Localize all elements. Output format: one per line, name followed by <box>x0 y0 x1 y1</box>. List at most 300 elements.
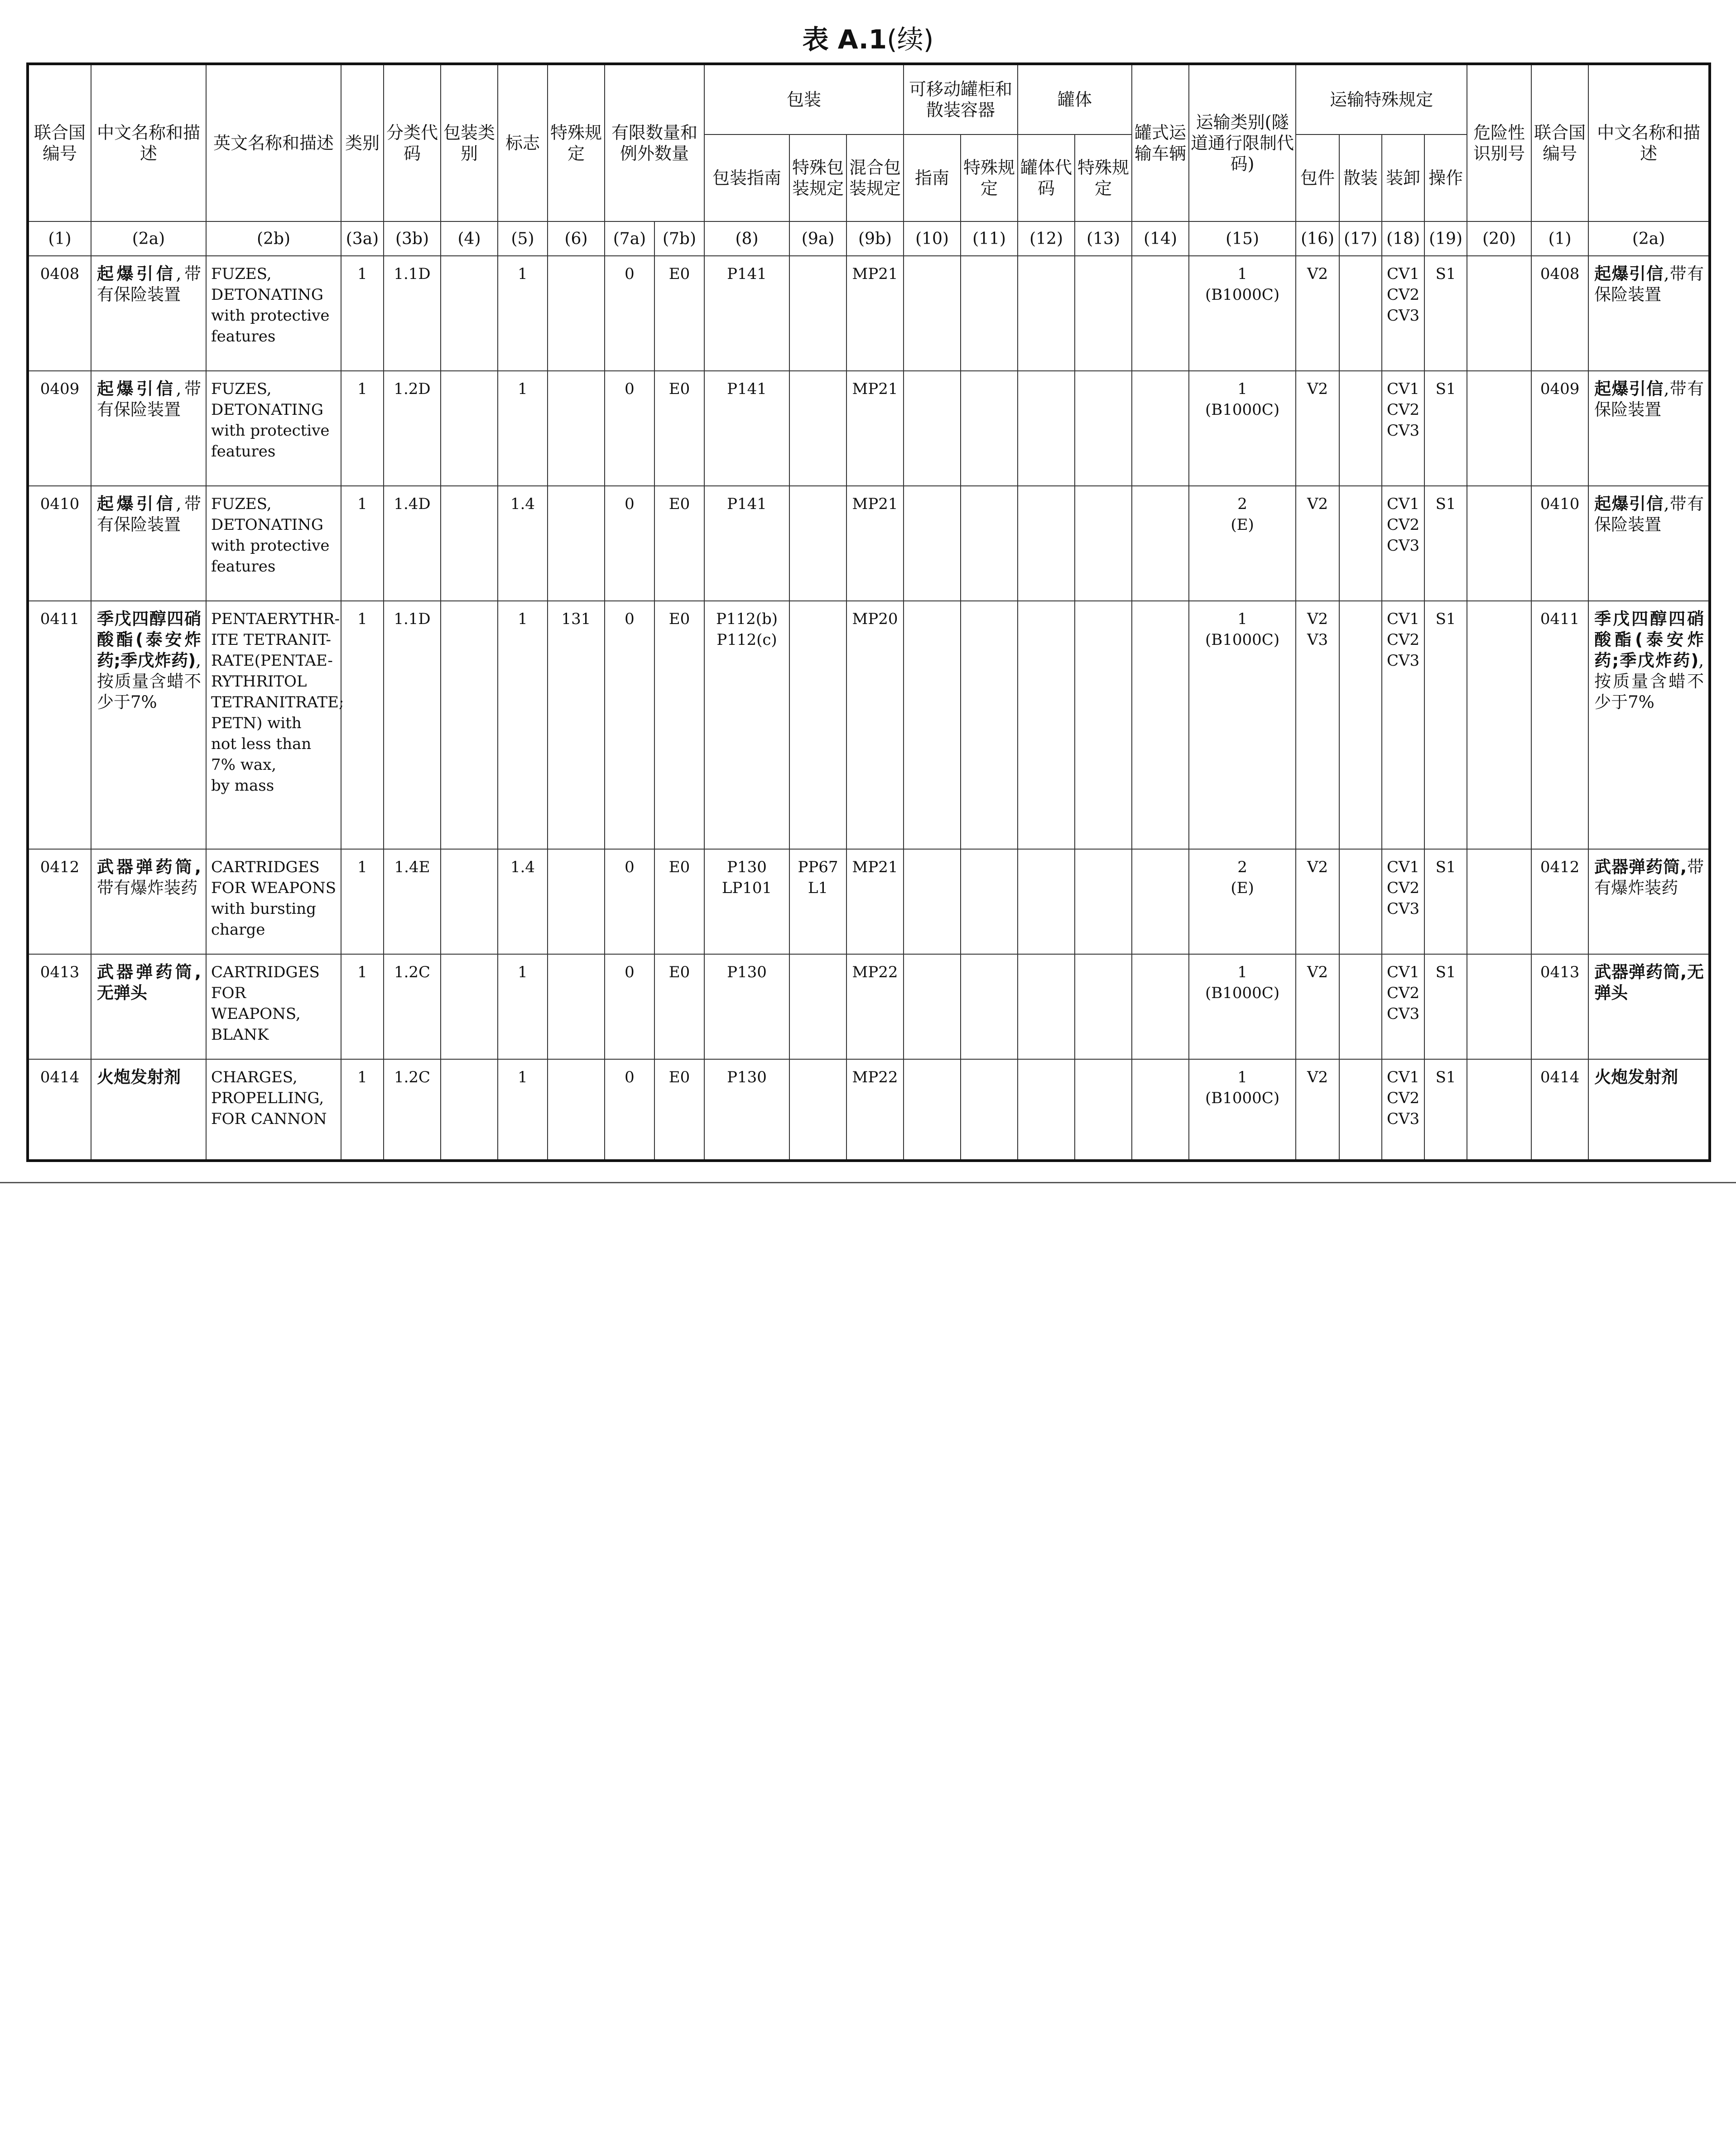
limited-quantity-text: 0 <box>625 495 635 513</box>
english-name <box>206 849 341 954</box>
header-pt-instructions: 指南 <box>904 134 961 221</box>
transport-category <box>1189 256 1296 371</box>
column-number: (1) <box>28 221 91 256</box>
english-name-line: not less than <box>211 735 312 753</box>
class-code <box>384 601 441 849</box>
special-packing-line: L1 <box>808 879 828 897</box>
column-number: (9a) <box>789 221 846 256</box>
hazard-id <box>1467 486 1531 601</box>
header-name-cn-right: 中文名称和描述 <box>1588 64 1710 221</box>
class-code <box>384 371 441 486</box>
excepted-quantity-text: E0 <box>668 963 690 981</box>
empty-cell-t13 <box>1075 954 1132 1059</box>
ts-operation <box>1424 486 1467 601</box>
header-tank-special: 特殊规定 <box>1075 134 1132 221</box>
excepted-quantity-text: E0 <box>668 1068 690 1086</box>
ts-package-line: V2 <box>1307 858 1328 876</box>
hazard-id <box>1467 256 1531 371</box>
packing-group <box>441 1059 498 1161</box>
header-portable-tank: 可移动罐柜和散装容器 <box>904 64 1018 134</box>
ts-package-line: V2 <box>1307 963 1328 981</box>
chinese-name <box>91 486 206 601</box>
chinese-name <box>91 849 206 954</box>
transport-category-line: (B1000C) <box>1205 631 1280 649</box>
class <box>341 486 384 601</box>
transport-category-line: 2 <box>1237 495 1247 513</box>
english-name <box>206 601 344 849</box>
ts-package <box>1296 1059 1339 1161</box>
packing-group <box>441 601 498 849</box>
class-code-text: 1.2D <box>394 380 431 398</box>
mixed-packing-text: MP21 <box>852 380 898 398</box>
packing-instruction <box>704 1059 789 1161</box>
special-provisions <box>548 1059 605 1161</box>
chinese-name-right <box>1588 486 1710 601</box>
column-number: (7a) <box>605 221 654 256</box>
english-name <box>206 486 341 601</box>
packing-instruction-line: P141 <box>727 495 767 513</box>
ts-loading-line: CV3 <box>1386 537 1420 555</box>
english-name-line: FUZES, <box>211 495 272 513</box>
class <box>341 1059 384 1161</box>
packing-instruction <box>704 954 789 1059</box>
un-number <box>28 849 91 954</box>
label <box>498 486 548 601</box>
un-number-text: 0408 <box>40 265 80 283</box>
empty-cell-t10 <box>904 954 961 1059</box>
special-packing <box>789 954 846 1059</box>
transport-category-line: 1 <box>1237 380 1247 398</box>
ts-operation <box>1424 954 1467 1059</box>
transport-category <box>1189 371 1296 486</box>
empty-cell-t13 <box>1075 371 1132 486</box>
class-code-text: 1.1D <box>394 610 431 628</box>
column-number: (2a) <box>91 221 206 256</box>
limited-quantity-text: 0 <box>625 963 635 981</box>
ts-operation-text: S1 <box>1435 1068 1456 1086</box>
limited-quantity-text: 0 <box>625 1068 635 1086</box>
ts-bulk <box>1339 486 1382 601</box>
ts-package-line: V2 <box>1307 380 1328 398</box>
ts-loading <box>1382 849 1424 954</box>
empty-cell-t12 <box>1018 954 1075 1059</box>
column-number: (19) <box>1424 221 1467 256</box>
english-name-line: by mass <box>211 777 274 795</box>
english-name-line: with protective <box>211 307 330 325</box>
label <box>498 601 548 849</box>
special-packing <box>789 601 846 849</box>
ts-operation-text: S1 <box>1435 858 1456 876</box>
mixed-packing <box>846 954 904 1059</box>
class-code <box>384 256 441 371</box>
un-number-text: 0412 <box>40 858 80 876</box>
transport-category-line: 1 <box>1237 610 1247 628</box>
column-number: (3a) <box>341 221 384 256</box>
label <box>498 1059 548 1161</box>
chinese-name-rest: ,按质量含蜡不少于7% <box>97 651 201 712</box>
packing-instruction <box>704 601 789 849</box>
special-provisions-text: 131 <box>561 610 591 628</box>
mixed-packing <box>846 849 904 954</box>
table-row <box>28 601 1710 849</box>
mixed-packing-text: MP20 <box>852 610 898 628</box>
english-name-line: DETONATING <box>211 516 324 534</box>
ts-bulk <box>1339 371 1382 486</box>
un-number-right-text: 0410 <box>1540 495 1580 513</box>
chinese-name-right-bold: 起爆引信 <box>1594 264 1664 283</box>
ts-operation <box>1424 1059 1467 1161</box>
ts-operation <box>1424 849 1467 954</box>
ts-loading <box>1382 371 1424 486</box>
hazard-id <box>1467 849 1531 954</box>
header-pack-special: 特殊包装规定 <box>789 134 846 221</box>
transport-category <box>1189 954 1296 1059</box>
transport-category <box>1189 601 1296 849</box>
ts-package <box>1296 601 1339 849</box>
header-pack-instructions: 包装指南 <box>704 134 789 221</box>
english-name-line: with protective <box>211 422 330 440</box>
class-text: 1 <box>357 265 367 283</box>
header-pt-special: 特殊规定 <box>961 134 1018 221</box>
special-provisions <box>548 256 605 371</box>
ts-loading-line: CV1 <box>1386 858 1420 876</box>
ts-package <box>1296 486 1339 601</box>
label-text: 1.4 <box>510 858 535 876</box>
label-text: 1.4 <box>510 495 535 513</box>
table-title <box>0 18 1736 56</box>
un-number-text: 0410 <box>40 495 80 513</box>
packing-instruction-line: P130 <box>727 1068 767 1086</box>
packing-group <box>441 256 498 371</box>
ts-loading <box>1382 1059 1424 1161</box>
special-packing <box>789 371 846 486</box>
excepted-quantity-text: E0 <box>668 265 690 283</box>
un-number-right <box>1531 601 1588 849</box>
class-code-text: 1.2C <box>394 963 431 981</box>
special-provisions <box>548 371 605 486</box>
un-number-right <box>1531 371 1588 486</box>
excepted-quantity-text: E0 <box>668 495 690 513</box>
column-number: (9b) <box>846 221 904 256</box>
label-text: 1 <box>518 610 528 628</box>
english-name-line: features <box>211 557 276 576</box>
label <box>498 371 548 486</box>
chinese-name-right <box>1588 1059 1710 1161</box>
english-name <box>206 954 341 1059</box>
ts-loading-line: CV2 <box>1386 516 1420 534</box>
ts-operation-text: S1 <box>1435 495 1456 513</box>
limited-quantity-text: 0 <box>625 265 635 283</box>
column-number: (7b) <box>654 221 704 256</box>
chinese-name-right <box>1588 954 1710 1059</box>
header-transport-special: 运输特殊规定 <box>1296 64 1467 134</box>
english-name-line: TETRANITRATE; <box>211 693 344 711</box>
un-number-right-text: 0412 <box>1540 858 1580 876</box>
class-text: 1 <box>357 963 367 981</box>
transport-category-line: (B1000C) <box>1205 1089 1280 1107</box>
ts-loading-line: CV3 <box>1386 307 1420 325</box>
excepted-quantity <box>654 256 704 371</box>
ts-package-line: V2 <box>1307 610 1328 628</box>
class <box>341 849 384 954</box>
un-number <box>28 601 91 849</box>
chinese-name-bold: 起爆引信 <box>97 494 176 514</box>
column-number: (1) <box>1531 221 1588 256</box>
header-pack-mixed: 混合包装规定 <box>846 134 904 221</box>
header-hazard-id: 危险性识别号 <box>1467 64 1531 221</box>
chinese-name-right-rest: ,按质量含蜡不少于7% <box>1594 651 1704 712</box>
ts-loading-line: CV3 <box>1386 1005 1420 1023</box>
header-special-provisions: 特殊规定 <box>548 64 605 221</box>
english-name-line: FOR WEAPONS <box>211 879 336 897</box>
english-name-line: ITE TETRANIT- <box>211 631 332 649</box>
ts-operation <box>1424 256 1467 371</box>
limited-quantity <box>605 601 654 849</box>
column-number: (3b) <box>384 221 441 256</box>
column-number: (11) <box>961 221 1018 256</box>
class-text: 1 <box>357 610 367 628</box>
label <box>498 256 548 371</box>
ts-loading-line: CV2 <box>1386 286 1420 304</box>
dangerous-goods-table <box>26 62 1711 1162</box>
table-row <box>28 954 1710 1059</box>
ts-loading-line: CV3 <box>1386 1110 1420 1128</box>
chinese-name <box>91 256 206 371</box>
page-bottom-rule <box>0 1182 1736 1183</box>
un-number-right <box>1531 486 1588 601</box>
label-text: 1 <box>518 265 528 283</box>
column-number: (6) <box>548 221 605 256</box>
mixed-packing <box>846 601 904 849</box>
packing-instruction-line: P141 <box>727 265 767 283</box>
ts-package-line: V2 <box>1307 265 1328 283</box>
empty-cell-t14 <box>1132 256 1189 371</box>
special-provisions <box>548 486 605 601</box>
class <box>341 954 384 1059</box>
english-name <box>206 371 341 486</box>
class-text: 1 <box>357 858 367 876</box>
empty-cell-t11 <box>961 601 1018 849</box>
ts-bulk <box>1339 849 1382 954</box>
chinese-name-right-bold: 起爆引信 <box>1594 494 1664 514</box>
transport-category-line: (B1000C) <box>1205 401 1280 419</box>
transport-category <box>1189 1059 1296 1161</box>
ts-loading-line: CV2 <box>1386 879 1420 897</box>
empty-cell-t10 <box>904 486 961 601</box>
un-number <box>28 371 91 486</box>
packing-instruction-line: LP101 <box>721 879 772 897</box>
ts-loading-line: CV1 <box>1386 1068 1420 1086</box>
column-number: (4) <box>441 221 498 256</box>
transport-category <box>1189 849 1296 954</box>
english-name-line: DETONATING <box>211 286 324 304</box>
english-name-line: features <box>211 327 276 346</box>
limited-quantity-text: 0 <box>625 610 635 628</box>
table-title-main: 表 A.1 <box>802 24 887 55</box>
empty-cell-t14 <box>1132 849 1189 954</box>
header-packing-group: 包装类别 <box>441 64 498 221</box>
english-name-line: PETN) with <box>211 714 302 732</box>
packing-group <box>441 371 498 486</box>
english-name-line: DETONATING <box>211 401 324 419</box>
empty-cell-t11 <box>961 486 1018 601</box>
chinese-name <box>91 371 206 486</box>
ts-package <box>1296 849 1339 954</box>
empty-cell-t14 <box>1132 1059 1189 1161</box>
excepted-quantity <box>654 954 704 1059</box>
empty-cell-t12 <box>1018 371 1075 486</box>
chinese-name-right <box>1588 256 1710 371</box>
ts-bulk <box>1339 601 1382 849</box>
un-number-text: 0411 <box>40 610 80 628</box>
ts-loading <box>1382 601 1424 849</box>
empty-cell-t12 <box>1018 849 1075 954</box>
empty-cell-t10 <box>904 601 961 849</box>
class-code-text: 1.1D <box>394 265 431 283</box>
chinese-name-right-bold: 季戊四醇四硝酸酯(泰安炸药;季戊炸药) <box>1594 609 1704 670</box>
header-class-code: 分类代码 <box>384 64 441 221</box>
empty-cell-t14 <box>1132 954 1189 1059</box>
english-name-line: PROPELLING, <box>211 1089 324 1107</box>
transport-category-line: (E) <box>1231 516 1254 534</box>
ts-operation <box>1424 601 1467 849</box>
column-number: (13) <box>1075 221 1132 256</box>
table-row <box>28 486 1710 601</box>
chinese-name-right <box>1588 601 1710 849</box>
transport-category-line: 1 <box>1237 265 1247 283</box>
english-name-line: CARTRIDGES <box>211 858 320 876</box>
chinese-name-bold: 火炮发射剂 <box>97 1067 181 1087</box>
un-number <box>28 1059 91 1161</box>
hazard-id <box>1467 1059 1531 1161</box>
ts-loading-line: CV3 <box>1386 900 1420 918</box>
transport-category-line: 1 <box>1237 1068 1247 1086</box>
header-ts-loading: 装卸 <box>1382 134 1424 221</box>
english-name-line: CHARGES, <box>211 1068 298 1086</box>
empty-cell-t14 <box>1132 486 1189 601</box>
empty-cell-t11 <box>961 1059 1018 1161</box>
ts-operation <box>1424 371 1467 486</box>
empty-cell-t10 <box>904 849 961 954</box>
table-row <box>28 1059 1710 1161</box>
ts-operation-text: S1 <box>1435 380 1456 398</box>
packing-instruction <box>704 849 789 954</box>
transport-category <box>1189 486 1296 601</box>
table-title-suffix: (续) <box>887 24 934 55</box>
chinese-name-right-bold: 起爆引信 <box>1594 379 1664 399</box>
label-text: 1 <box>518 963 528 981</box>
ts-loading <box>1382 256 1424 371</box>
class <box>341 256 384 371</box>
transport-category-line: 1 <box>1237 963 1247 981</box>
packing-instruction-line: P141 <box>727 380 767 398</box>
chinese-name-bold: 季戊四醇四硝酸酯(泰安炸药;季戊炸药) <box>97 609 201 670</box>
column-number: (5) <box>498 221 548 256</box>
ts-loading-line: CV2 <box>1386 984 1420 1002</box>
un-number <box>28 256 91 371</box>
empty-cell-t12 <box>1018 486 1075 601</box>
table-row <box>28 371 1710 486</box>
ts-package-line: V2 <box>1307 495 1328 513</box>
empty-cell-t10 <box>904 371 961 486</box>
ts-loading-line: CV1 <box>1386 380 1420 398</box>
header-tank: 罐体 <box>1018 64 1132 134</box>
column-number: (10) <box>904 221 961 256</box>
english-name-line: FOR <box>211 984 246 1002</box>
special-packing <box>789 849 846 954</box>
ts-loading <box>1382 954 1424 1059</box>
english-name-line: RATE(PENTAE- <box>211 652 333 670</box>
chinese-name-rest: ,带有保险装置 <box>97 264 202 304</box>
ts-loading-line: CV3 <box>1386 652 1420 670</box>
special-packing-line: PP67 <box>798 858 838 876</box>
empty-cell-t13 <box>1075 1059 1132 1161</box>
un-number-right <box>1531 256 1588 371</box>
empty-cell-t11 <box>961 849 1018 954</box>
empty-cell-t11 <box>961 954 1018 1059</box>
limited-quantity <box>605 371 654 486</box>
ts-operation-text: S1 <box>1435 610 1456 628</box>
header-ts-bulk: 散装 <box>1339 134 1382 221</box>
empty-cell-t14 <box>1132 601 1189 849</box>
excepted-quantity-text: E0 <box>668 380 690 398</box>
english-name-line: 7% wax, <box>211 756 277 774</box>
hazard-id <box>1467 954 1531 1059</box>
table-row <box>28 256 1710 371</box>
class-code-text: 1.4E <box>394 858 430 876</box>
column-number: (12) <box>1018 221 1075 256</box>
limited-quantity <box>605 486 654 601</box>
chinese-name-bold: 武器弹药筒, <box>97 857 201 877</box>
packing-instruction-line: P130 <box>727 858 767 876</box>
limited-quantity <box>605 1059 654 1161</box>
empty-cell-t10 <box>904 256 961 371</box>
column-number: (16) <box>1296 221 1339 256</box>
empty-cell-t13 <box>1075 849 1132 954</box>
ts-loading-line: CV1 <box>1386 610 1420 628</box>
ts-package <box>1296 371 1339 486</box>
class-code <box>384 849 441 954</box>
special-packing <box>789 486 846 601</box>
un-number-text: 0409 <box>40 380 80 398</box>
chinese-name <box>91 1059 206 1161</box>
chinese-name-bold: 起爆引信 <box>97 379 176 399</box>
header-name-cn: 中文名称和描述 <box>91 64 206 221</box>
excepted-quantity <box>654 371 704 486</box>
ts-loading-line: CV2 <box>1386 1089 1420 1107</box>
un-number-right <box>1531 849 1588 954</box>
english-name <box>206 1059 341 1161</box>
header-tank-code: 罐体代码 <box>1018 134 1075 221</box>
empty-cell-t14 <box>1132 371 1189 486</box>
limited-quantity <box>605 849 654 954</box>
label-text: 1 <box>518 380 528 398</box>
excepted-quantity <box>654 486 704 601</box>
table-row <box>28 849 1710 954</box>
packing-instruction <box>704 371 789 486</box>
limited-quantity-text: 0 <box>625 380 635 398</box>
english-name-line: with protective <box>211 537 330 555</box>
un-number-right-text: 0414 <box>1540 1068 1580 1086</box>
empty-cell-t10 <box>904 1059 961 1161</box>
mixed-packing-text: MP22 <box>852 1068 898 1086</box>
ts-loading <box>1382 486 1424 601</box>
mixed-packing-text: MP21 <box>852 858 898 876</box>
un-number-text: 0414 <box>40 1068 80 1086</box>
empty-cell-t12 <box>1018 256 1075 371</box>
mixed-packing <box>846 1059 904 1161</box>
transport-category-line: (E) <box>1231 879 1254 897</box>
